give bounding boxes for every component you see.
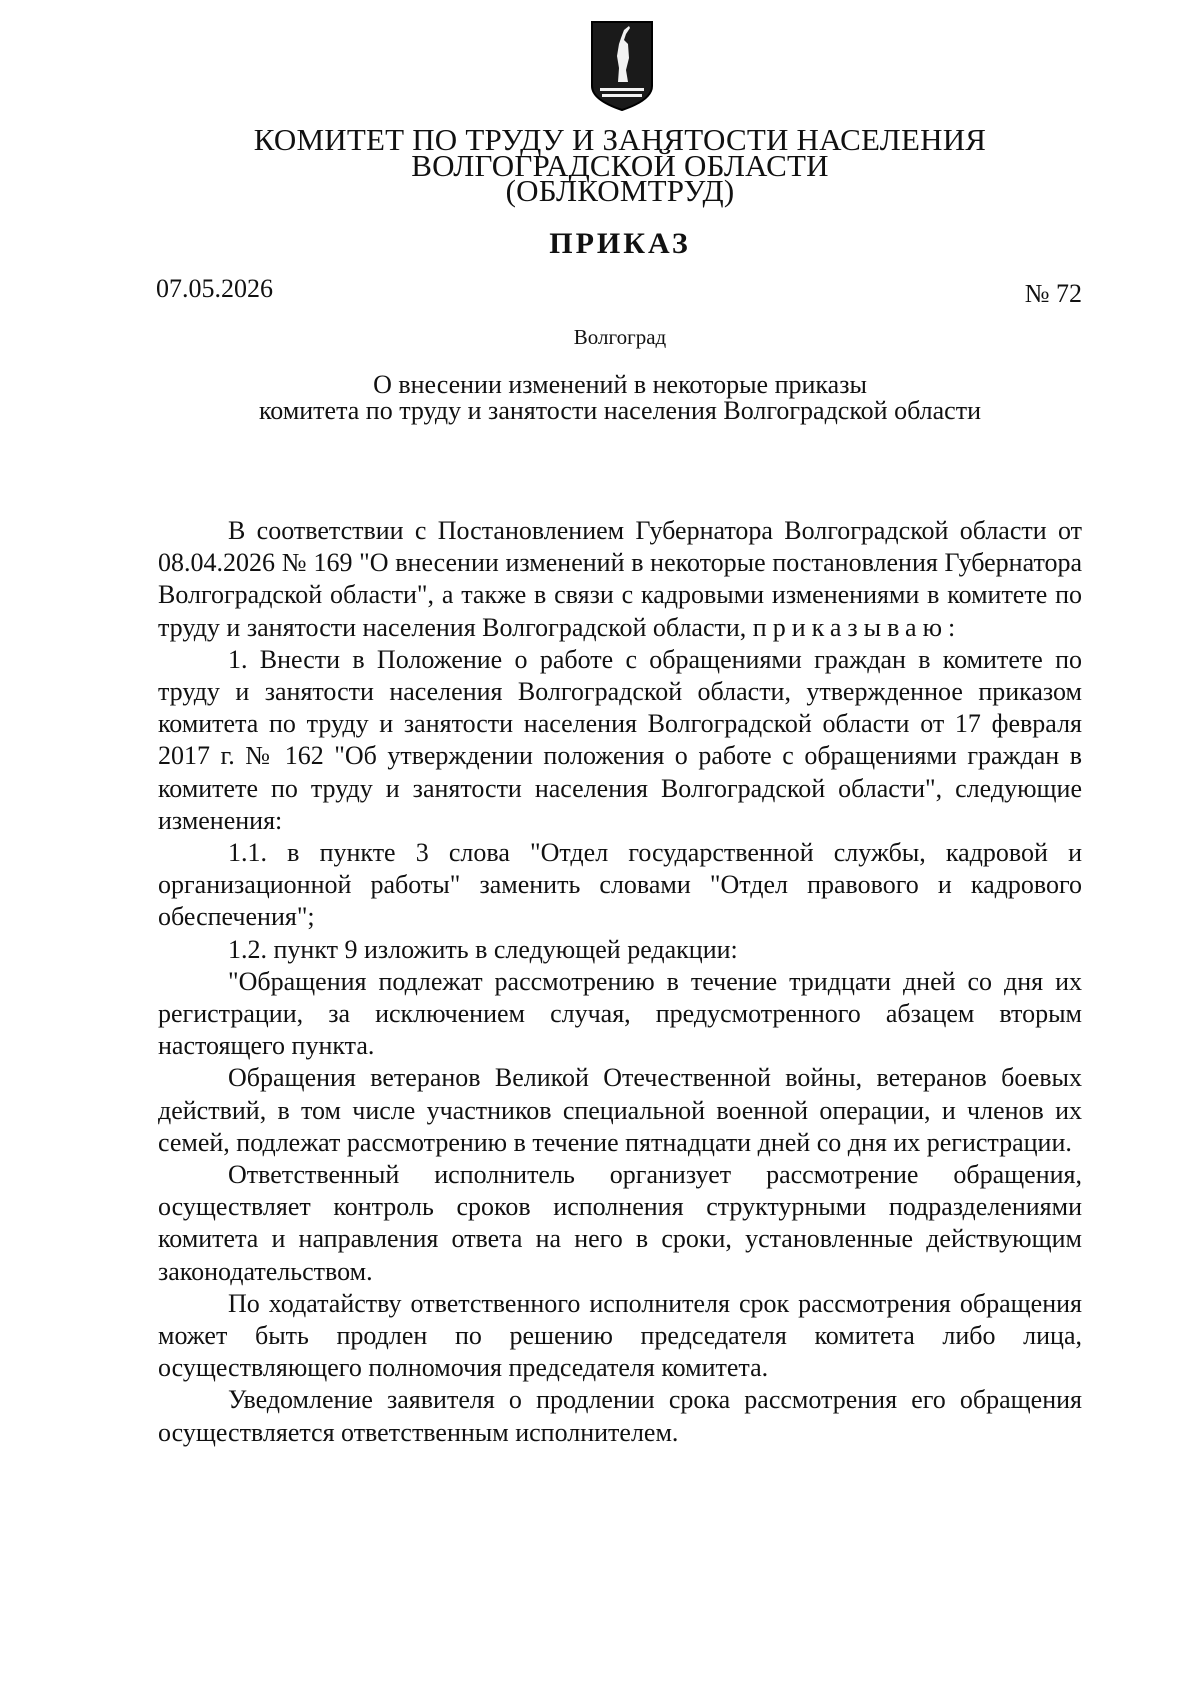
text-line: Уведомление заявителя о продлении срока рассмотрения bbox=[228, 1385, 898, 1415]
text-line: По ходатайству ответственного исполнителя срок рассмотрения bbox=[228, 1288, 951, 1318]
text-line: и членов их семей, подлежат рассмотрению в течение пятнадцати дней bbox=[158, 1095, 1083, 1157]
item-1-1-paragraph bbox=[158, 837, 1082, 934]
document-date: 07.05.2026 bbox=[156, 274, 273, 303]
text-line: комитета и направления ответа на него в сроки, установленные bbox=[158, 1224, 914, 1254]
document-body bbox=[158, 515, 1082, 1449]
document-city: Волгоград bbox=[573, 325, 667, 349]
org-name-line-1: КОМИТЕТ ПО ТРУДУ И ЗАНЯТОСТИ НАСЕЛЕНИЯ bbox=[253, 122, 987, 157]
text-line: по труду и занятости населения Волгоградской области, утвержденное bbox=[158, 644, 1083, 707]
quote-paragraph-2 bbox=[158, 1062, 1082, 1159]
text-line: Волгоградской области", следующие изменения: bbox=[158, 773, 1082, 835]
org-short-name: (ОБЛКОМТРУД) bbox=[505, 173, 735, 208]
document-type: ПРИКАЗ bbox=[549, 227, 691, 260]
text-line: обращения может быть продлен по решению председателя комитета либо bbox=[158, 1288, 1083, 1351]
text-line: 1. Внести в Положение о работе с обращениями граждан в комитете bbox=[228, 644, 1043, 674]
text-line: действующим законодательством. bbox=[158, 1224, 1082, 1286]
document-number: № 72 bbox=[1024, 279, 1082, 308]
quote-paragraph-4 bbox=[158, 1288, 1082, 1385]
text-line: настоящего пункта. bbox=[158, 1031, 375, 1061]
volgograd-coat-of-arms-icon bbox=[588, 18, 656, 114]
text-line: и организационной работы" заменить словами "Отдел правового bbox=[158, 838, 1083, 900]
text-line: со дня их регистрации. bbox=[816, 1127, 1072, 1157]
text-line: области от 08.04.2026 № 169 "О внесении изменений в некоторые bbox=[158, 516, 1083, 578]
quote-paragraph-3 bbox=[158, 1159, 1082, 1288]
item-1-paragraph bbox=[158, 644, 1082, 837]
quote-paragraph-5 bbox=[158, 1384, 1082, 1448]
text-line: их регистрации, за исключением случая, предусмотренного абзацем вторым bbox=[158, 966, 1083, 1029]
text-line: 1.1. в пункте 3 слова "Отдел государственной службы, кадровой bbox=[228, 838, 1048, 868]
text-line: "Обращения подлежат рассмотрению в течение тридцати дней со дня bbox=[228, 966, 1044, 996]
item-1-2-paragraph bbox=[158, 934, 1082, 966]
text-line: Ответственный исполнитель организует рассмотрение обращения, bbox=[228, 1160, 1082, 1190]
intro-paragraph bbox=[158, 515, 1082, 644]
order-command: приказываю: bbox=[752, 612, 962, 642]
text-line: осуществляет контроль сроков исполнения структурными подразделениями bbox=[158, 1192, 1082, 1222]
subject-line-2: комитета по труду и занятости населения Волгоградской области bbox=[259, 396, 981, 425]
text-line: 1.2. пункт 9 изложить в следующей редакции: bbox=[228, 934, 738, 964]
text-line: постановления Губернатора Волгоградской области", а также в связи bbox=[158, 548, 1083, 610]
text-line: от 17 февраля 2017 г. № 162 "Об утверждении положения о работе bbox=[158, 709, 1083, 771]
text-line: Волгоградской области, bbox=[482, 612, 747, 642]
text-line: с обращениями граждан в комитете по труду и занятости населения bbox=[158, 741, 1083, 803]
text-line: боевых действий, в том числе участников специальной военной операции, bbox=[158, 1063, 1083, 1125]
text-line: лица, осуществляющего полномочия председателя комитета. bbox=[158, 1321, 1082, 1383]
text-line: В соответствии с Постановлением Губернатора Волгоградской bbox=[228, 516, 949, 545]
text-line: его обращения осуществляется ответственным исполнителем. bbox=[158, 1385, 1082, 1447]
org-name-line-2: ВОЛГОГРАДСКОЙ ОБЛАСТИ bbox=[411, 148, 829, 183]
subject-line-1: О внесении изменений в некоторые приказы bbox=[373, 370, 867, 399]
text-line: Обращения ветеранов Великой Отечественной войны, ветеранов bbox=[228, 1063, 987, 1093]
text-line: приказом комитета по труду и занятости населения Волгоградской области bbox=[158, 677, 1082, 739]
text-line: с кадровыми изменениями в комитете по труду и занятости населения bbox=[158, 580, 1082, 642]
text-line: и кадрового обеспечения"; bbox=[158, 870, 1083, 932]
quote-paragraph-1 bbox=[158, 966, 1082, 1063]
